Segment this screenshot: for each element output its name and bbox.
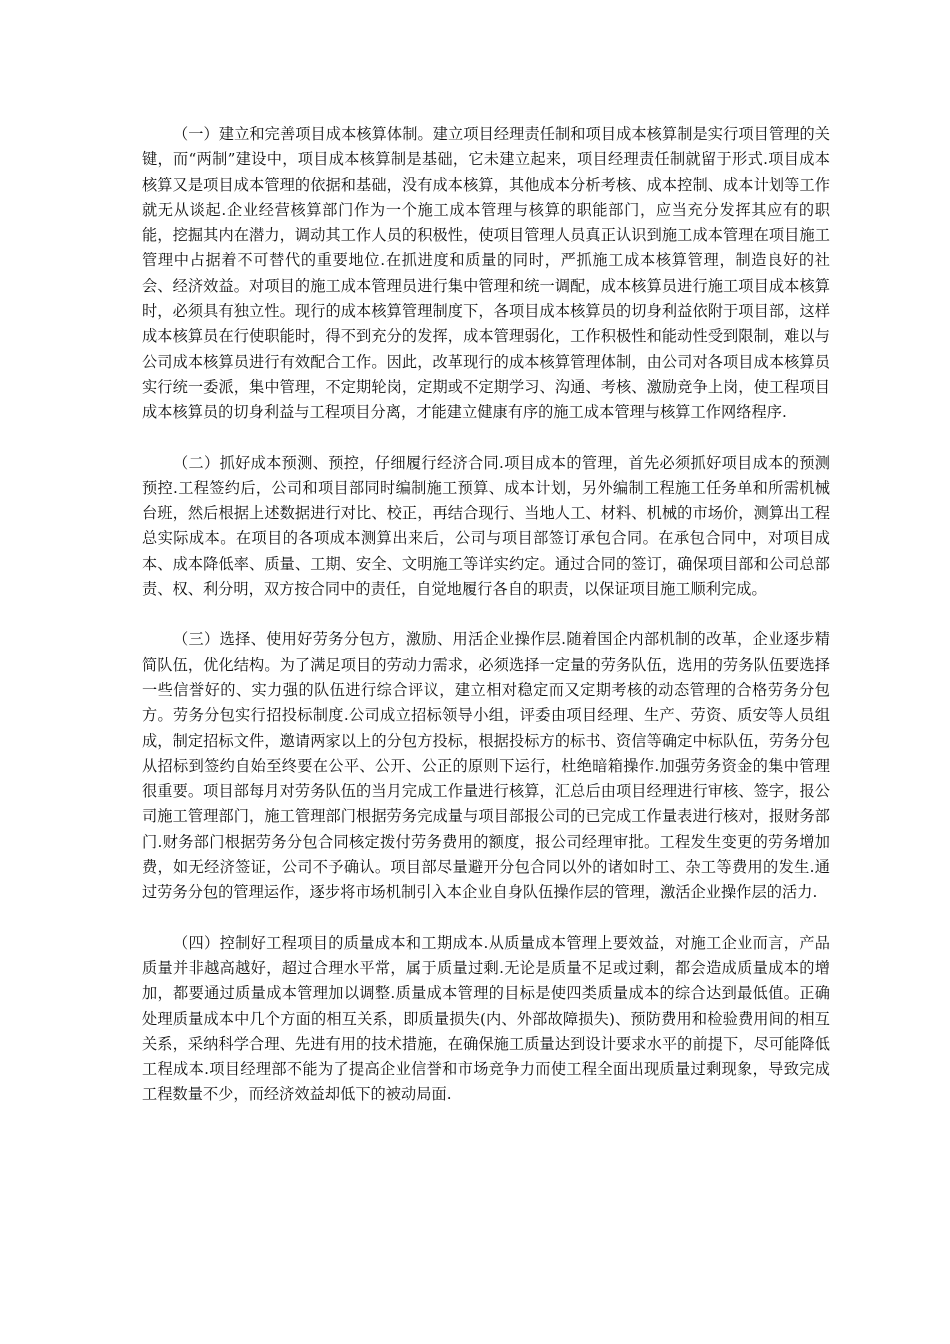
paragraph-1: （一）建立和完善项目成本核算体制。建立项目经理责任制和项目成本核算制是实行项目管理的关键，而“两制”建设中，项目成本核算制是基础，它未建立起来，项目经理责任制就留于形式.项目成本核算又是项目成本管理的依据和基础，没有成本核算，其他成本分析考核、成本控制、成本计划等工作就无从谈起.企业经营核算部门作为一个施工成本管理与核算的职能部门，应当充分发挥其应有的职能，挖掘其内在潜力，调动其工作人员的积极性，使项目管理人员真正认识到施工成本管理在项目施工管理中占据着不可替代的重要地位.在抓进度和质量的同时，严抓施工成本核算管理，制造良好的社会、经济效益。对项目的施工成本管理员进行集中管理和统一调配，成本核算员进行施工项目成本核算时，必须具有独立性。现行的成本核算管理制度下，各项目成本核算员的切身利益依附于项目部，这样成本核算员在行使职能时，得不到充分的发挥，成本管理弱化，工作积极性和能动性受到限制，难以与公司成本核算员进行有效配合工作。因此，改革现行的成本核算管理体制，由公司对各项目成本核算员实行统一委派，集中管理，不定期轮岗，定期或不定期学习、沟通、考核、激励竞争上岗，使工程项目成本核算员的切身利益与工程项目分离，才能建立健康有序的施工成本管理与核算工作网络程序. — [142, 125, 830, 422]
paragraph-4: （四）控制好工程项目的质量成本和工期成本.从质量成本管理上要效益，对施工企业而言，产品质量并非越高越好，超过合理水平常，属于质量过剩.无论是质量不足或过剩，都会造成质量成本的增加，都要通过质量成本管理加以调整.质量成本管理的目标是使四类质量成本的综合达到最低值。正确处理质量成本中几个方面的相互关系，即质量损失(内、外部故障损失)、预防费用和检验费用间的相互关系，采纳科学合理、先进有用的技术措施，在确保施工质量达到设计要求水平的前提下，尽可能降低工程成本.项目经理部不能为了提高企业信誉和市场竞争力而使工程全面出现质量过剩现象，导致完成工程数量不少，而经济效益却低下的被动局面. — [142, 933, 830, 1104]
paragraph-2: （二）抓好成本预测、预控，仔细履行经济合同.项目成本的管理，首先必须抓好项目成本的预测预控.工程签约后，公司和项目部同时编制施工预算、成本计划，另外编制工程施工任务单和所需机械台班，然后根据上述数据进行对比、校正，再结合现行、当地人工、材料、机械的市场价，测算出工程总实际成本。在项目的各项成本测算出来后，公司与项目部签订承包合同。在承包合同中，对项目成本、成本降低率、质量、工期、安全、文明施工等详实约定。通过合同的签订，确保项目部和公司总部责、权、利分明，双方按合同中的责任，自觉地履行各自的职责，以保证项目施工顺利完成。 — [142, 453, 830, 599]
paragraph-3: （三）选择、使用好劳务分包方，激励、用活企业操作层.随着国企内部机制的改革，企业逐步精简队伍，优化结构。为了满足项目的劳动力需求，必须选择一定量的劳务队伍，选用的劳务队伍要选择一些信誉好的、实力强的队伍进行综合评议，建立相对稳定而又定期考核的动态管理的合格劳务分包方。劳务分包实行招投标制度.公司成立招标领导小组，评委由项目经理、生产、劳资、质安等人员组成，制定招标文件，邀请两家以上的分包方投标，根据投标方的标书、资信等确定中标队伍，劳务分包从招标到签约自始至终要在公平、公开、公正的原则下运行，杜绝暗箱操作.加强劳务资金的集中管理很重要。项目部每月对劳务队伍的当月完成工作量进行核算，汇总后由项目经理进行审核、签字，报公司施工管理部门，施工管理部门根据劳务完成量与项目部报公司的已完成工作量表进行核对，报财务部门.财务部门根据劳务分包合同核定拨付劳务费用的额度，报公司经理审批。工程发生变更的劳务增加费，如无经济签证，公司不予确认。项目部尽量避开分包合同以外的诸如时工、杂工等费用的发生.通过劳务分包的管理运作，逐步将市场机制引入本企业自身队伍操作层的管理，激活企业操作层的活力. — [142, 630, 830, 902]
document-body — [142, 122, 830, 1133]
